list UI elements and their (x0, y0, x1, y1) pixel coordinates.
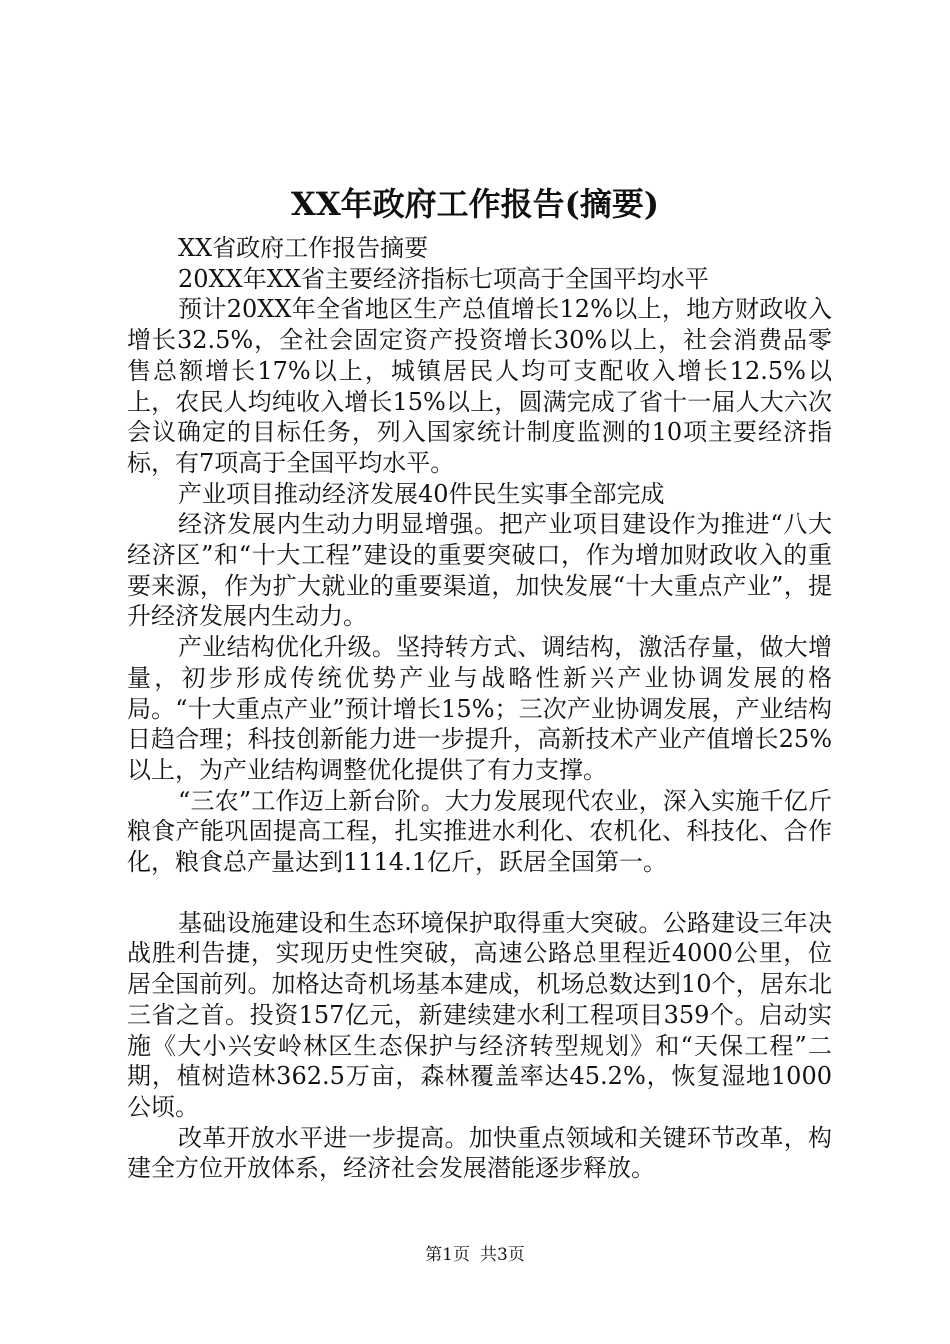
page-footer (0, 1244, 950, 1266)
paragraph-heading-industry: 产业项目推动经济发展40件民生实事全部完成 (178, 479, 665, 508)
paragraph-infrastructure: 基础设施建设和生态环境保护取得重大突破。公路建设三年决战胜利告捷，实现历史性突破，高速公路总里程近4000公里，位居全国前列。加格达奇机场基本建成，机场总数达到10个，居东北三省之首。投资157亿元，新建续建水利工程项目359个。启动实施《大小兴安岭林区生态保护与经济转型规划》和“天保工程”二期，植树造林362.5万亩，森林覆盖率达45.2%，恢复湿地1000公顷。 (127, 908, 832, 1121)
paragraph-industrial-structure: 产业结构优化升级。坚持转方式、调结构，激活存量，做大增量，初步形成传统优势产业与战略性新兴产业协调发展的格局。“十大重点产业”预计增长15%；三次产业协调发展，产业结构日趋合理；科技创新能力进一步提升，高新技术产业产值增长25%以上，为产业结构调整优化提供了有力支撑。 (127, 633, 832, 784)
document-title: XX年政府工作报告(摘要) (291, 185, 659, 223)
document-body (127, 233, 832, 1184)
paragraph-reform-opening: 改革开放水平进一步提高。加快重点领域和关键环节改革，构建全方位开放体系，经济社会发展潜能逐步释放。 (127, 1123, 832, 1183)
paragraph-economic-indicators: 预计20XX年全省地区生产总值增长12%以上，地方财政收入增长32.5%，全社会固定资产投资增长30%以上，社会消费品零售总额增长17%以上，城镇居民人均可支配收入增长12.5%以上，农民人均纯收入增长15%以上，圆满完成了省十一届人大六次会议确定的目标任务，列入国家统计制度监测的10项主要经济指标，有7项高于全国平均水平。 (127, 295, 832, 477)
paragraph-growth-momentum: 经济发展内生动力明显增强。把产业项目建设作为推进“八大经济区”和“十大工程”建设的重要突破口，作为增加财政收入的重要来源，作为扩大就业的重要渠道，加快发展“十大重点产业”，提升经济发展内生动力。 (127, 510, 832, 631)
page-total: 共3页 (480, 1245, 525, 1265)
page-number: 第1页 (425, 1245, 470, 1265)
paragraph-heading-indicators: 20XX年XX省主要经济指标七项高于全国平均水平 (178, 264, 709, 293)
paragraph-agriculture: “三农”工作迈上新台阶。大力发展现代农业，深入实施千亿斤粮食产能巩固提高工程，扎实推进水利化、农机化、科技化、合作化，粮食总产量达到1114.1亿斤，跃居全国第一。 (127, 786, 832, 877)
paragraph-subtitle: XX省政府工作报告摘要 (178, 234, 429, 262)
